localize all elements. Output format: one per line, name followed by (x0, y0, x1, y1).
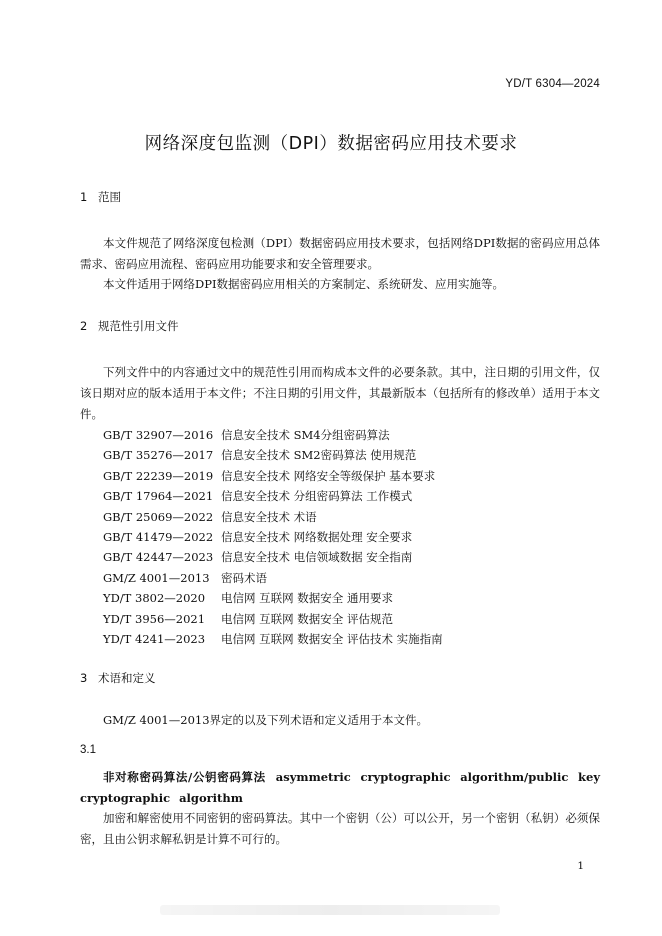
section-number: 1 (80, 190, 88, 204)
reference-title: 密码术语 (221, 570, 267, 585)
reference-item (103, 466, 443, 486)
reference-item (103, 609, 443, 629)
reference-item (103, 507, 443, 527)
page-number: 1 (577, 860, 584, 872)
footer-watermark (160, 905, 500, 915)
reference-id: YD/T 3956—2021 (103, 611, 206, 626)
reference-item (103, 547, 443, 567)
reference-id: GB/T 22239—2019 (103, 468, 214, 483)
reference-id: GB/T 17964—2021 (103, 489, 214, 504)
reference-item (103, 568, 443, 588)
terms-intro-paragraph: GM/Z 4001—2013界定的以及下列术语和定义适用于本文件。 (103, 713, 429, 727)
reference-id: GB/T 32907—2016 (103, 428, 214, 442)
section-title: 术语和定义 (98, 671, 156, 685)
reference-title: 信息安全技术 SM4分组密码算法 (221, 428, 390, 442)
reference-title: 信息安全技术 网络数据处理 安全要求 (221, 529, 413, 544)
reference-item (103, 588, 443, 608)
reference-id: GM/Z 4001—2013 (103, 570, 210, 585)
reference-item (103, 445, 443, 465)
reference-id: YD/T 3802—2020 (103, 591, 206, 606)
references-intro-paragraph: 下列文件中的内容通过文中的规范性引用而构成本文件的必要条款。其中，注日期的引用文件，仅该日期对应的版本适用于本文件；不注日期的引用文件，其最新版本（包括所有的修改单）适用于本文件。 (80, 365, 600, 421)
document-title: 网络深度包监测（DPI）数据密码应用技术要求 (144, 134, 518, 154)
term-clause-number: 3.1 (80, 744, 96, 756)
reference-title: 电信网 互联网 数据安全 评估规范 (221, 611, 393, 626)
reference-title: 信息安全技术 SM2密码算法 使用规范 (221, 448, 417, 463)
scope-paragraph-2: 本文件适用于网络DPI数据密码应用相关的方案制定、系统研发、应用实施等。 (103, 277, 504, 291)
reference-title: 电信网 互联网 数据安全 评估技术 实施指南 (221, 631, 443, 646)
standard-number: YD/T 6304—2024 (505, 78, 600, 90)
reference-title: 信息安全技术 网络安全等级保护 基本要求 (221, 468, 436, 483)
scope-paragraph-1: 本文件规范了网络深度包检测（DPI）数据密码应用技术要求，包括网络DPI数据的密码应用总体需求、密码应用流程、密码应用功能要求和安全管理要求。 (80, 236, 600, 271)
reference-title: 信息安全技术 分组密码算法 工作模式 (221, 489, 413, 504)
section-title: 范围 (98, 190, 121, 204)
reference-id: GB/T 35276—2017 (103, 448, 214, 463)
reference-item (103, 629, 443, 649)
reference-id: GB/T 25069—2022 (103, 509, 214, 524)
reference-id: YD/T 4241—2023 (103, 631, 206, 646)
reference-id: GB/T 41479—2022 (103, 529, 214, 544)
section-heading-normative-references (80, 318, 179, 334)
term-definition: 加密和解密使用不同密钥的密码算法。其中一个密钥（公）可以公开，另一个密钥（私钥）必须保密，且由公钥求解私钥是计算不可行的。 (80, 811, 600, 846)
term-chinese: 非对称密码算法/公钥密码算法 (103, 770, 266, 784)
section-heading-terms (80, 670, 156, 686)
reference-item (103, 486, 443, 506)
section-heading-scope (80, 189, 121, 205)
section-number: 2 (80, 319, 88, 333)
reference-title: 信息安全技术 电信领域数据 安全指南 (221, 550, 413, 565)
term-entry (80, 767, 600, 809)
section-title: 规范性引用文件 (98, 319, 179, 333)
reference-title: 电信网 互联网 数据安全 通用要求 (221, 591, 393, 606)
reference-list (103, 425, 443, 649)
reference-id: GB/T 42447—2023 (103, 550, 214, 565)
reference-item (103, 527, 443, 547)
reference-item (103, 425, 443, 445)
section-number: 3 (80, 671, 88, 685)
reference-title: 信息安全技术 术语 (221, 509, 317, 524)
term-english: asymmetric cryptographic algorithm/public key cryptographic algorithm (80, 770, 600, 805)
